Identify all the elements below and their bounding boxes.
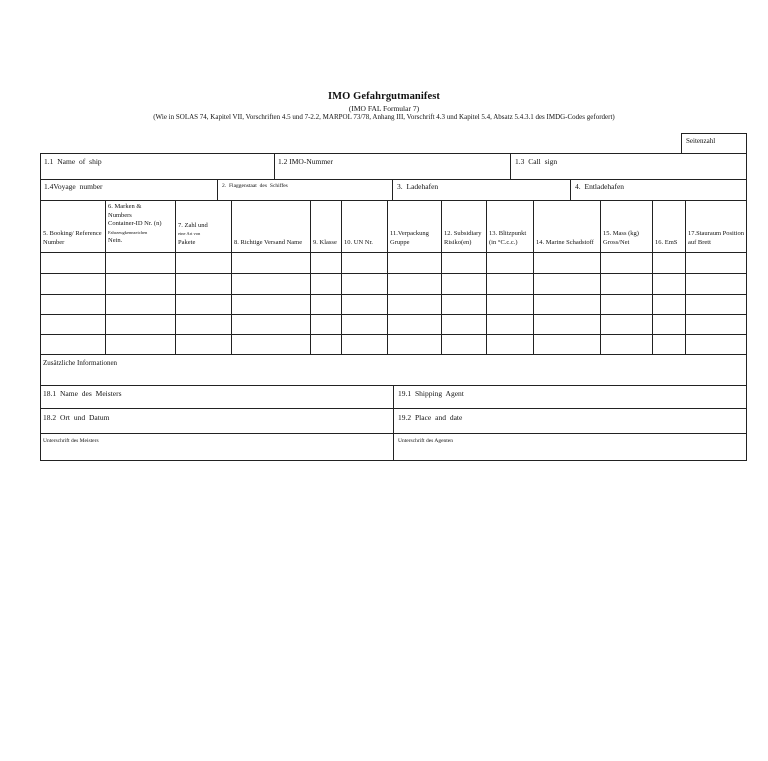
call-sign-label: 1.3 Call sign xyxy=(515,157,558,166)
page-number-box[interactable] xyxy=(681,133,747,154)
form-subtitle: (IMO FAL Formular 7) xyxy=(348,104,420,113)
table-row[interactable] xyxy=(41,335,747,354)
additional-info-label: Zusätzliche Informationen xyxy=(43,359,118,367)
master-place-date-field[interactable] xyxy=(41,409,393,433)
col-marine-pollutant xyxy=(533,201,600,252)
table-row[interactable] xyxy=(41,295,747,314)
flag-state-field[interactable] xyxy=(218,180,392,200)
call-sign-field[interactable] xyxy=(511,154,747,179)
col-packages-label-2: eine Art von xyxy=(178,231,201,236)
col-marks-label-2: Numbers xyxy=(108,211,132,219)
col-un-number xyxy=(341,201,387,252)
ship-name-field[interactable] xyxy=(41,154,274,179)
col-packing-group-label: 11.Verpackung Gruppe xyxy=(390,230,429,246)
col-packages xyxy=(175,201,231,252)
voyage-number-label: 1.4Voyage number xyxy=(44,182,103,191)
col-un-number-label: 10. UN Nr. xyxy=(344,238,373,246)
col-packing-group xyxy=(387,201,441,252)
table-row[interactable] xyxy=(41,315,747,334)
table-row[interactable] xyxy=(41,274,747,294)
master-signature-label: Unterschrift des Meisters xyxy=(43,438,99,444)
col-stowage xyxy=(685,201,747,252)
table-row[interactable] xyxy=(41,253,747,273)
shipping-agent-field[interactable] xyxy=(394,386,747,408)
agent-place-date-field[interactable] xyxy=(394,409,747,433)
ship-name-label: 1.1 Name of ship xyxy=(44,157,102,166)
col-shipping-name-label: 8. Richtige Versand Name xyxy=(234,238,303,246)
col-flashpoint xyxy=(486,201,533,252)
col-subsidiary-risk xyxy=(441,201,486,252)
form-title: IMO Gefahrgutmanifest xyxy=(327,91,441,102)
col-ems xyxy=(652,201,685,252)
col-ems-label: 16. EmS xyxy=(655,238,678,246)
col-marine-pollutant-label: 14. Marine Schadstoff xyxy=(536,238,594,246)
shipping-agent-label: 19.1 Shipping Agent xyxy=(398,389,464,398)
col-marks-label-5: Nein. xyxy=(108,237,123,244)
master-name-field[interactable] xyxy=(41,386,393,408)
voyage-number-field[interactable] xyxy=(41,180,217,200)
col-booking-label: 5. Booking/ Reference Number xyxy=(43,230,102,246)
col-subsidiary-risk-label: 12. Subsidiary Risiko(en) xyxy=(444,230,482,246)
additional-info-field[interactable] xyxy=(41,355,747,385)
port-of-discharge-field[interactable] xyxy=(571,180,747,200)
form-reference: (Wie in SOLAS 74, Kapitel VII, Vorschriften 4.5 und 7-2.2, MARPOL 73/78, Anhang III, Vorschrift 4.3 und Kapitel 5.4, Absatz 5.4.3.1 des IMDG-Codes gefordert) xyxy=(153,113,615,121)
col-marks-label-1: 6. Marken & xyxy=(108,203,142,210)
port-of-loading-label: 3. Ladehafen xyxy=(397,182,439,191)
master-signature-field[interactable] xyxy=(41,434,393,460)
page-number-label: Seitenzahl xyxy=(686,137,716,145)
col-marks-label-4: Fahrzeugkennzeichen xyxy=(108,229,148,235)
imo-number-field[interactable] xyxy=(275,154,510,179)
agent-place-date-label: 19.2 Place and date xyxy=(398,413,463,422)
col-stowage-label: 17.Stauraum Position auf Brett xyxy=(688,230,744,246)
flag-state-label: 2. Flaggenstaat des Schiffes xyxy=(222,183,288,189)
port-of-loading-field[interactable] xyxy=(393,180,570,200)
col-packages-label-3: Paketе xyxy=(178,238,196,246)
col-packages-label-1: 7. Zahl und xyxy=(178,221,208,229)
port-of-discharge-label: 4. Entladehafen xyxy=(575,182,625,191)
col-booking-reference xyxy=(40,201,105,252)
master-name-label: 18.1 Name des Meisters xyxy=(43,389,122,398)
col-marks-numbers xyxy=(105,201,175,252)
master-place-date-label: 18.2 Ort und Datum xyxy=(43,413,110,422)
imo-number-label: 1.2 IMO-Nummer xyxy=(278,157,333,166)
col-class-label: 9. Klasse xyxy=(313,238,337,246)
agent-signature-field[interactable] xyxy=(394,434,747,460)
col-flashpoint-label: 13. Blitzpunkt (in °C.c.c.) xyxy=(489,230,527,246)
agent-signature-label: Unterschrift des Agenten xyxy=(398,438,453,444)
col-marks-label-3: Container-ID Nr. (n) xyxy=(108,220,162,227)
col-shipping-name xyxy=(231,201,310,252)
col-mass xyxy=(600,201,652,252)
col-class xyxy=(310,201,341,252)
col-mass-label: 15. Mass (kg) Gross/Net xyxy=(603,230,639,246)
